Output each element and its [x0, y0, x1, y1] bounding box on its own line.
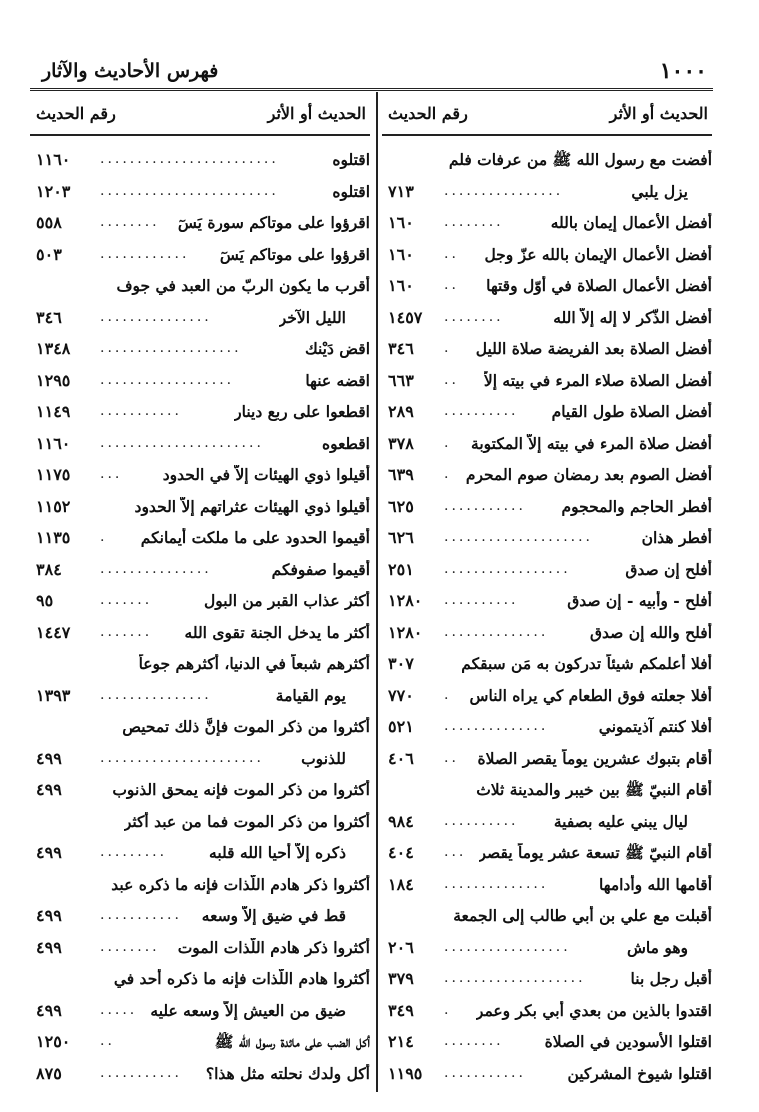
index-entry — [382, 743, 712, 775]
hadith-number: ٥٠٣ — [36, 244, 62, 264]
leader-dots: ............ — [100, 245, 190, 262]
index-entry — [382, 711, 712, 743]
leader-dots: .......... — [444, 812, 519, 829]
index-entry — [30, 270, 370, 302]
leader-dots: ........................ — [100, 151, 279, 167]
entry-text: ذكره إلاّ أحيا الله قلبه — [209, 843, 346, 862]
hadith-number: ٦٦٣ — [388, 370, 414, 390]
index-entry — [30, 491, 370, 523]
hadith-number: ١٦٠ — [388, 213, 414, 232]
index-entry — [30, 428, 370, 460]
number-column-label: رقم الحديث — [36, 104, 116, 123]
hadith-number: ١١٣٥ — [36, 528, 71, 547]
index-column-right — [382, 92, 712, 1092]
leader-dots: . — [444, 434, 452, 451]
index-entry — [382, 648, 712, 680]
leader-dots: ................. — [444, 560, 571, 577]
hadith-number: ١١٩٥ — [388, 1063, 423, 1083]
hadith-number: ٧١٣ — [388, 181, 414, 201]
index-entry — [382, 428, 712, 460]
index-entry — [382, 522, 712, 554]
index-entry — [30, 711, 370, 743]
hadith-column-label: الحديث أو الأثر — [609, 104, 708, 123]
entry-text: أفضل الأعمال الإيمان بالله عزّ وجل — [484, 244, 712, 264]
index-entry — [382, 396, 712, 428]
leader-dots: ........ — [100, 938, 160, 955]
index-entry — [30, 1058, 370, 1090]
index-entry — [382, 837, 712, 869]
hadith-number: ٤٩٩ — [36, 748, 62, 768]
entry-text: أقرب ما يكون الربّ من العبد في جوف — [116, 276, 370, 295]
hadith-number: ١١٥٢ — [36, 496, 71, 516]
entry-text: أفطر هذان — [641, 528, 712, 547]
hadith-number: ٣٤٦ — [388, 339, 414, 358]
entry-text: أكثر عذاب القبر من البول — [204, 591, 370, 610]
leader-dots: . — [100, 529, 108, 545]
index-entry — [30, 995, 370, 1027]
index-entry — [382, 806, 712, 838]
hadith-number: ٢٥١ — [388, 559, 414, 579]
hadith-number: ١١٦٠ — [36, 433, 71, 453]
entry-text: أقبلت مع علي بن أبي طالب إلى الجمعة — [453, 906, 712, 925]
entry-text: اقتدوا بالذين من بعدي أبي بكر وعمر — [475, 1000, 712, 1020]
leader-dots: ... — [100, 466, 123, 482]
page-header — [0, 50, 759, 90]
index-entry — [382, 239, 712, 271]
column-divider — [376, 92, 378, 1092]
entry-text: أقيلوا ذوي الهيئات عثراتهم إلاّ الحدود — [134, 496, 370, 516]
hadith-number: ٢٨٩ — [388, 402, 414, 421]
entry-text: اقطعوه — [321, 433, 370, 453]
entry-text: ليال يبني عليه بصفية — [553, 811, 688, 831]
index-entry — [382, 900, 712, 932]
index-entry — [30, 554, 370, 586]
leader-dots: . — [444, 466, 452, 482]
column-header — [382, 92, 712, 136]
leader-dots: ..... — [100, 1001, 138, 1018]
entry-text: اقتلوه — [332, 181, 370, 201]
entry-text: اقرؤوا على موتاكم سورة يَسٓ — [177, 213, 370, 232]
index-entries — [382, 136, 712, 1089]
entry-text: أفلا كنتم آذيتموني — [598, 717, 712, 736]
index-entry — [30, 900, 370, 932]
leader-dots: ...................... — [100, 749, 264, 766]
leader-dots: . — [444, 1001, 452, 1018]
entry-text: أفضل الأعمال إيمان بالله — [550, 213, 712, 232]
page-number: ١٠٠٠ — [659, 58, 707, 84]
hadith-number: ١٦٠ — [388, 276, 414, 295]
entry-text: يزل يلبي — [631, 181, 688, 201]
entry-text: أقام النبيّ ﷺ بين خيبر والمدينة ثلاث — [476, 780, 712, 799]
entry-text: أقام النبيّ ﷺ تسعة عشر يوماً يقصر — [478, 843, 712, 862]
hadith-number: ٤٩٩ — [36, 780, 62, 799]
entry-text: أكل ولدك نحلته مثل هذا؟ — [205, 1063, 370, 1083]
hadith-number: ١٢٥٠ — [36, 1032, 71, 1051]
entry-text: أكثرهم شبعاً في الدنيا، أكثرهم جوعاً — [138, 654, 370, 673]
entry-text: الليل الآخر — [278, 307, 346, 327]
index-entry — [30, 365, 370, 397]
entry-text: أفضت مع رسول الله ﷺ من عرفات فلم — [448, 150, 712, 169]
running-title: فهرس الأحاديث والآثار — [42, 60, 219, 82]
entry-text: أفطر الحاجم والمحجوم — [561, 496, 712, 516]
index-entry — [382, 932, 712, 964]
leader-dots: .. — [444, 749, 459, 766]
header-rule — [30, 88, 713, 91]
index-entries — [30, 136, 370, 1089]
hadith-column-label: الحديث أو الأثر — [267, 104, 366, 123]
hadith-number: ١٢٨٠ — [388, 622, 423, 642]
index-entry — [382, 270, 712, 302]
leader-dots: ......... — [100, 844, 168, 860]
index-entry — [30, 743, 370, 775]
hadith-number: ٧٧٠ — [388, 685, 414, 705]
entry-text: قط في ضيق إلاّ وسعه — [201, 906, 346, 925]
index-entry — [382, 585, 712, 617]
index-entry — [30, 459, 370, 491]
leader-dots: .. — [100, 1033, 115, 1049]
index-entry — [30, 680, 370, 712]
index-entry — [382, 207, 712, 239]
index-entry — [382, 774, 712, 806]
leader-dots: ........................ — [100, 182, 279, 199]
leader-dots: ........... — [100, 403, 182, 419]
entry-text: أقيموا الحدود على ما ملكت أيمانكم — [140, 528, 370, 547]
hadith-number: ١٢٨٠ — [388, 591, 423, 610]
leader-dots: ...................... — [100, 434, 264, 451]
leader-dots: .. — [444, 371, 459, 388]
hadith-number: ٣٧٩ — [388, 969, 414, 988]
leader-dots: . — [444, 340, 452, 356]
leader-dots: ............... — [100, 560, 212, 577]
entry-text: يوم القيامة — [275, 685, 346, 705]
index-entry — [382, 995, 712, 1027]
leader-dots: ............... — [100, 686, 212, 703]
entry-text: أقبل رجل بنا — [630, 969, 712, 988]
hadith-number: ١٣٩٣ — [36, 685, 71, 705]
leader-dots: ........ — [444, 214, 504, 230]
index-entry — [30, 648, 370, 680]
hadith-number: ٣٠٧ — [388, 654, 414, 673]
hadith-number: ٥٥٨ — [36, 213, 62, 232]
leader-dots: ................... — [444, 970, 586, 986]
index-entry — [30, 932, 370, 964]
hadith-number: ٦٢٦ — [388, 528, 414, 547]
index-entry — [382, 1058, 712, 1090]
leader-dots: ........... — [100, 907, 182, 923]
column-header — [30, 92, 370, 136]
hadith-number: ١٦٠ — [388, 244, 414, 264]
hadith-number: ١٨٤ — [388, 874, 414, 894]
hadith-number: ٣٨٤ — [36, 559, 62, 579]
index-entry — [30, 144, 370, 176]
leader-dots: ....... — [100, 592, 153, 608]
entry-text: أكثروا من ذكر الموت فإنه يمحق الذنوب — [112, 780, 370, 799]
hadith-number: ٤٩٩ — [36, 1000, 62, 1020]
leader-dots: ........ — [444, 308, 504, 325]
entry-text: أكثروا هادم اللّذات فإنه ما ذكره أحد في — [113, 969, 370, 988]
entry-text: أفلا أعلمكم شيئاً تدركون به مَن سبقكم — [461, 654, 712, 673]
hadith-number: ١١٦٠ — [36, 150, 71, 169]
index-entry — [382, 1026, 712, 1058]
hadith-number: ٤٩٩ — [36, 937, 62, 957]
entry-text: أفضل صلاة المرء في بيته إلاّ المكتوبة — [471, 433, 712, 453]
entry-text: أفضل الصلاة صلاء المرء في بيته إلاّ — [483, 370, 712, 390]
index-entry — [30, 869, 370, 901]
entry-text: أقيلوا ذوي الهيئات إلاّ في الحدود — [162, 465, 370, 484]
entry-text: اقتلوه — [332, 150, 370, 169]
leader-dots: .................... — [444, 529, 594, 545]
hadith-number: ٢١٤ — [388, 1032, 414, 1051]
entry-text: أفضل الذّكر لا إله إلاّ الله — [553, 307, 712, 327]
entry-text: أكثروا ذكر هادم اللّذات الموت — [177, 937, 370, 957]
entry-text: أكثروا من ذكر الموت فما من عبد أكثر — [123, 811, 370, 831]
leader-dots: .. — [444, 245, 459, 262]
leader-dots: .......... — [444, 403, 519, 419]
leader-dots: ........... — [100, 1064, 182, 1081]
leader-dots: .............. — [444, 623, 549, 640]
hadith-number: ٥٢١ — [388, 717, 414, 736]
index-entry — [382, 680, 712, 712]
index-entry — [382, 963, 712, 995]
hadith-number: ١٢٩٥ — [36, 370, 71, 390]
leader-dots: .......... — [444, 592, 519, 608]
index-entry — [30, 837, 370, 869]
entry-text: أكثروا من ذكر الموت فإنَّ ذلك تمحيص — [122, 717, 370, 736]
leader-dots: ................ — [444, 182, 564, 199]
entry-text: أكل الضب على مائدة رسول الله ﷺ — [214, 1032, 370, 1051]
hadith-number: ١٢٠٣ — [36, 181, 71, 201]
hadith-number: ٤٩٩ — [36, 843, 62, 862]
entry-text: أكثر ما يدخل الجنة تقوى الله — [184, 622, 370, 642]
leader-dots: ....... — [100, 623, 153, 640]
entry-text: للذنوب — [301, 748, 346, 768]
entry-text: أفضل الصلاة طول القيام — [551, 402, 712, 421]
index-entry — [30, 207, 370, 239]
number-column-label: رقم الحديث — [388, 104, 468, 123]
hadith-number: ٩٨٤ — [388, 811, 414, 831]
index-entry — [30, 963, 370, 995]
hadith-number: ١٤٥٧ — [388, 307, 423, 327]
leader-dots: .............. — [444, 718, 549, 734]
entry-text: أقيموا صفوفكم — [271, 559, 370, 579]
index-entry — [382, 302, 712, 334]
hadith-number: ٣٧٨ — [388, 433, 414, 453]
index-entry — [30, 585, 370, 617]
entry-text: أفلح إن صدق — [625, 559, 712, 579]
index-entry — [382, 869, 712, 901]
entry-text: اقضِ دَيْنك — [304, 339, 370, 358]
leader-dots: ................... — [100, 340, 242, 356]
leader-dots: .. — [444, 277, 459, 293]
index-entry — [382, 554, 712, 586]
leader-dots: ........... — [444, 497, 526, 514]
hadith-number: ١١٤٩ — [36, 402, 71, 421]
entry-text: اقتلوا شيوخ المشركين — [567, 1063, 712, 1083]
entry-text: اقطعوا على ربع دينار — [234, 402, 370, 421]
index-entry — [30, 1026, 370, 1058]
index-entry — [382, 144, 712, 176]
index-entry — [30, 396, 370, 428]
entry-text: اقرؤوا على موتاكم يَسٓ — [219, 244, 370, 264]
index-entry — [382, 459, 712, 491]
leader-dots: ........ — [444, 1033, 504, 1049]
entry-text: وهو ماشٍ — [626, 937, 688, 957]
index-entry — [30, 806, 370, 838]
entry-text: أفلا جعلته فوق الطعام كي يراه الناس — [469, 685, 712, 705]
hadith-number: ٦٣٩ — [388, 465, 414, 484]
leader-dots: .............. — [444, 875, 549, 892]
leader-dots: ... — [444, 844, 467, 860]
hadith-number: ٦٢٥ — [388, 496, 414, 516]
leader-dots: ............... — [100, 308, 212, 325]
entry-text: أقام بتبوك عشرين يوماً يقصر الصلاة — [477, 748, 712, 768]
leader-dots: . — [444, 686, 452, 703]
entry-text: اقضه عنها — [305, 370, 370, 390]
index-entry — [382, 365, 712, 397]
entry-text: اقتلوا الأسودين في الصلاة — [544, 1032, 712, 1051]
entry-text: أكثروا ذكر هادم اللّذات فإنه ما ذكره عبد — [111, 874, 370, 894]
hadith-number: ١٣٤٨ — [36, 339, 71, 358]
index-entry — [30, 302, 370, 334]
index-entry — [30, 774, 370, 806]
hadith-number: ٤٩٩ — [36, 906, 62, 925]
leader-dots: ........ — [100, 214, 160, 230]
hadith-number: ١٤٤٧ — [36, 622, 71, 642]
index-entry — [382, 333, 712, 365]
index-entry — [30, 333, 370, 365]
entry-text: أفضل الصوم بعد رمضان صوم المحرم — [465, 465, 712, 484]
hadith-number: ٩٥ — [36, 591, 54, 610]
leader-dots: .................. — [100, 371, 235, 388]
hadith-number: ٢٠٦ — [388, 937, 414, 957]
entry-text: أقامها الله وأدامها — [598, 874, 712, 894]
hadith-number: ٣٤٩ — [388, 1000, 414, 1020]
leader-dots: ........... — [444, 1064, 526, 1081]
index-entry — [382, 617, 712, 649]
index-entry — [382, 176, 712, 208]
index-entry — [30, 239, 370, 271]
index-column-left — [30, 92, 370, 1092]
entry-text: أفضل الأعمال الصلاة في أوّل وقتها — [486, 276, 712, 295]
entry-text: أفضل الصلاة بعد الفريضة صلاة الليل — [475, 339, 712, 358]
index-entry — [30, 617, 370, 649]
hadith-number: ١١٧٥ — [36, 465, 71, 484]
hadith-number: ٨٧٥ — [36, 1063, 62, 1083]
entry-text: أفلح - وأبيه - إن صدق — [567, 591, 712, 610]
leader-dots: ................. — [444, 938, 571, 955]
index-entry — [30, 522, 370, 554]
index-entry — [382, 491, 712, 523]
hadith-number: ٣٤٦ — [36, 307, 62, 327]
entry-text: أفلح والله إن صدق — [589, 622, 712, 642]
entry-text: ضيق من العيش إلاّ وسعه عليه — [150, 1000, 346, 1020]
hadith-number: ٤٠٤ — [388, 843, 414, 862]
hadith-number: ٤٠٦ — [388, 748, 414, 768]
index-entry — [30, 176, 370, 208]
